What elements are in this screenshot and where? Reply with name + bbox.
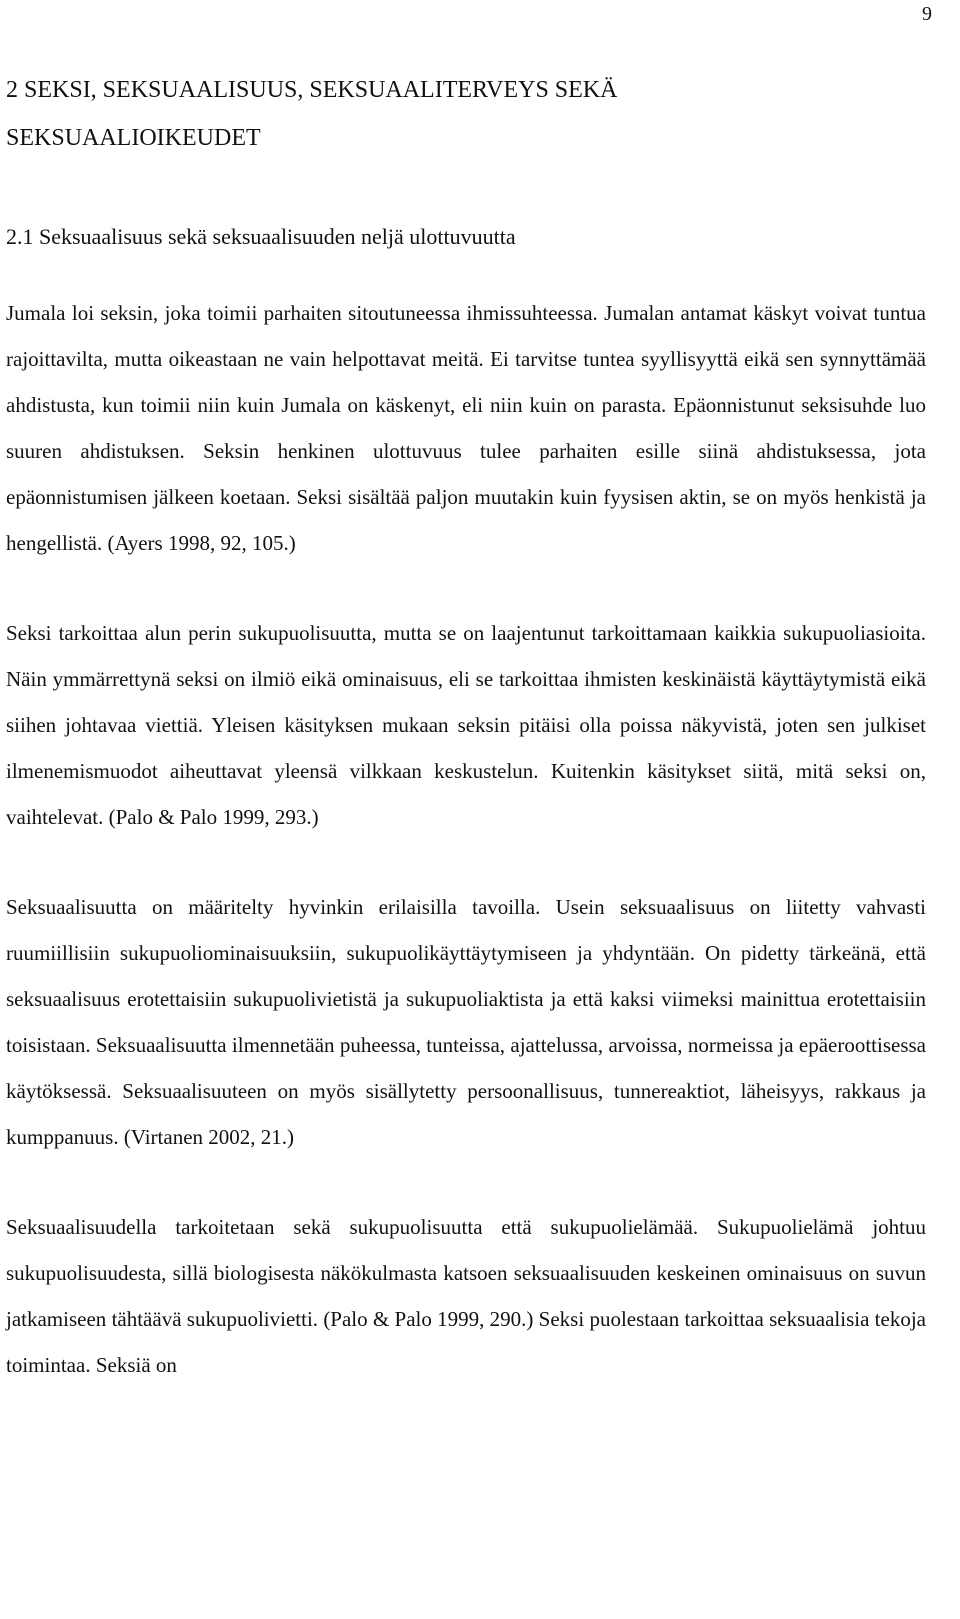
chapter-heading-line-1: 2 SEKSI, SEKSUAALISUUS, SEKSUAALITERVEYS SEKÄ bbox=[6, 77, 618, 103]
paragraph-4: Seksuaalisuudella tarkoitetaan sekä sukupuolisuutta että sukupuolielämää. Sukupuolielämä johtuu sukupuolisuudesta, sillä biologisesta näkökulmasta katsoen seksuaalisuuden keskeinen ominaisuus on suvun jatkamiseen tähtäävä sukupuolivietti. (Palo & Palo 1999, 290.) Seksi puolestaan tarkoittaa seksuaalisia tekoja toimintaa. Seksiä on bbox=[6, 1215, 926, 1377]
paragraph-3: Seksuaalisuutta on määritelty hyvinkin erilaisilla tavoilla. Usein seksuaalisuus on liitetty vahvasti ruumiillisiin sukupuoliominaisuuksiin, sukupuolikäyttäytymiseen ja yhdyntään. On pidetty tärkeänä, että seksuaalisuus erotettaisiin sukupuolivietistä ja sukupuoliaktista ja että kaksi viimeksi mainittua erotettaisiin toisistaan. Seksuaalisuutta ilmennetään puheessa, tunteissa, ajattelussa, arvoissa, normeissa ja epäeroottisessa käytöksessä. Seksuaalisuuteen on myös sisällytetty persoonallisuus, tunnereaktiot, läheisyys, rakkaus ja kumppanuus. (Virtanen 2002, 21.) bbox=[6, 895, 926, 1149]
chapter-heading-line-2: SEKSUAALIOIKEUDET bbox=[6, 125, 261, 151]
section-heading: 2.1 Seksuaalisuus sekä seksuaalisuuden neljä ulottuvuutta bbox=[6, 224, 516, 249]
paragraph-2: Seksi tarkoittaa alun perin sukupuolisuutta, mutta se on laajentunut tarkoittamaan kaikkia sukupuoliasioita. Näin ymmärrettynä seksi on ilmiö eikä ominaisuus, eli se tarkoittaa ihmisten keskinäistä käyttäytymistä eikä siihen johtavaa viettiä. Yleisen käsityksen mukaan seksin pitäisi olla poissa näkyvistä, joten sen julkiset ilmenemismuodot aiheuttavat yleensä vilkkaan keskustelun. Kuitenkin käsitykset siitä, mitä seksi on, vaihtelevat. (Palo & Palo 1999, 293.) bbox=[6, 621, 926, 829]
paragraph-1: Jumala loi seksin, joka toimii parhaiten sitoutuneessa ihmissuhteessa. Jumalan antamat käskyt voivat tuntua rajoittavilta, mutta oikeastaan ne vain helpottavat meitä. Ei tarvitse tuntea syyllisyyttä eikä sen synnyttämää ahdistusta, kun toimii niin kuin Jumala on käskenyt, eli niin kuin on parasta. Epäonnistunut seksisuhde luo suuren ahdistuksen. Seksin henkinen ulottuvuus tulee parhaiten esille siinä ahdistuksessa, jota epäonnistumisen jälkeen koetaan. Seksi sisältää paljon muutakin kuin fyysisen aktin, se on myös henkistä ja hengellistä. (Ayers 1998, 92, 105.) bbox=[6, 301, 926, 555]
document-body bbox=[6, 66, 926, 1388]
chapter-heading bbox=[6, 66, 926, 162]
page-number: 9 bbox=[922, 3, 932, 25]
